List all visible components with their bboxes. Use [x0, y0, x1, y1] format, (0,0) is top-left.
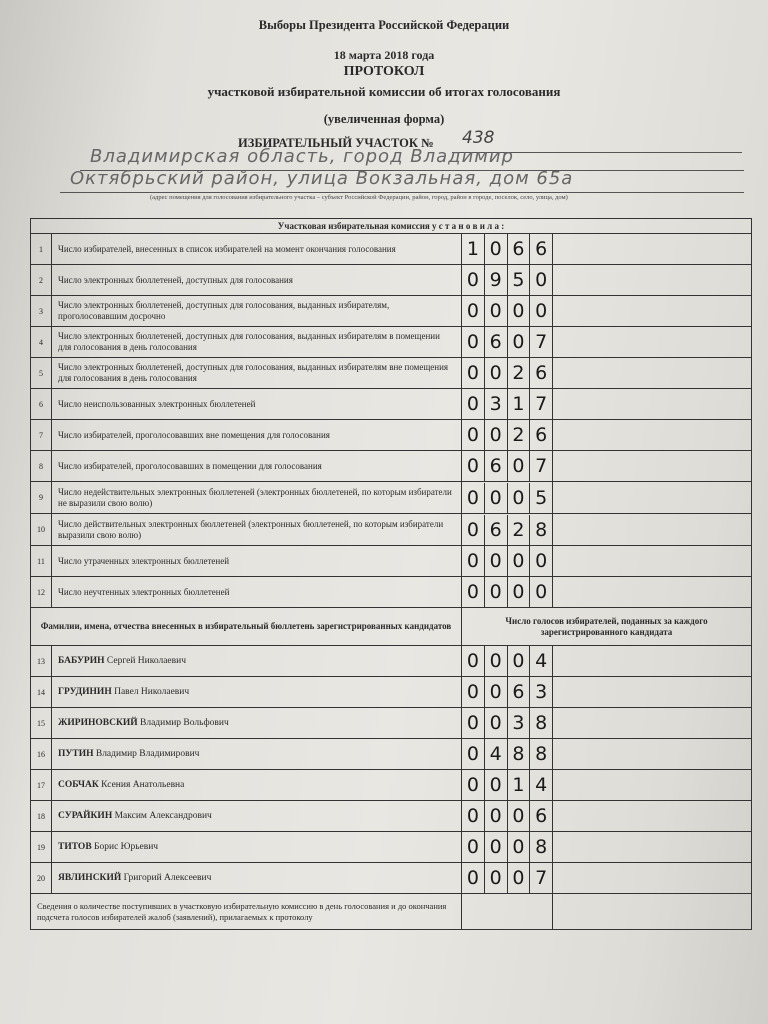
form-type: (увеличенная форма)	[323, 112, 445, 126]
protocol-row	[31, 358, 752, 389]
digit-box: 0	[507, 546, 530, 576]
value-cell	[462, 801, 553, 832]
address-note: (адрес помещения для голосования избирательного участка – субъект Российской Федерации, район, город, район в городе, поселок, село, улица, дом)	[150, 194, 568, 201]
candidates-header-row	[31, 608, 752, 646]
protocol-row	[31, 420, 752, 451]
digit-box: 3	[529, 677, 552, 707]
digit-box: 0	[507, 327, 530, 357]
candidate-surname: СОБЧАК	[58, 779, 99, 790]
digit-box: 0	[466, 681, 479, 703]
protocol-row	[31, 546, 752, 577]
value-cell	[462, 296, 553, 327]
blank-cell	[553, 677, 752, 708]
document-title: ПРОТОКОЛ	[343, 64, 425, 79]
row-number: 15	[31, 708, 52, 739]
digit-box: 3	[507, 708, 530, 738]
protocol-row	[31, 296, 752, 327]
digit-box: 6	[529, 420, 552, 450]
digit-box: 0	[466, 269, 479, 291]
blank-cell	[553, 577, 752, 608]
row-number: 19	[31, 832, 52, 863]
row-label: Число электронных бюллетеней, доступных для голосования, выданных избирателям вне помещения для голосования в день голосования	[52, 358, 462, 389]
value-cell	[462, 265, 553, 296]
row-number: 5	[31, 358, 52, 389]
row-number: 16	[31, 739, 52, 770]
candidate-name	[52, 801, 462, 832]
protocol-row	[31, 577, 752, 608]
row-number: 2	[31, 265, 52, 296]
row-label: Число избирателей, проголосовавших вне помещения для голосования	[52, 420, 462, 451]
digit-box: 0	[466, 300, 479, 322]
digit-box: 8	[529, 708, 552, 738]
value-cell	[462, 770, 553, 801]
digit-box: 0	[466, 455, 479, 477]
candidate-surname: БАБУРИН	[58, 655, 105, 666]
value-cell	[462, 420, 553, 451]
candidate-surname: СУРАЙКИН	[58, 810, 113, 821]
digit-box: 6	[529, 801, 552, 831]
candidate-given-names: Григорий Алексеевич	[123, 872, 212, 883]
blank-cell	[553, 420, 752, 451]
row-label: Число избирателей, внесенных в список избирателей на момент окончания голосования	[52, 234, 462, 265]
row-number: 11	[31, 546, 52, 577]
digit-box: 0	[466, 550, 479, 572]
value-cell	[462, 863, 553, 894]
candidate-given-names: Ксения Анатольевна	[101, 779, 185, 790]
row-number: 14	[31, 677, 52, 708]
blank-cell	[553, 389, 752, 420]
digit-box: 0	[466, 331, 479, 353]
digit-box: 6	[484, 515, 507, 545]
value-cell	[462, 739, 553, 770]
candidate-row	[31, 708, 752, 739]
protocol-row	[31, 265, 752, 296]
row-label: Число недействительных электронных бюллетеней (электронных бюллетеней, по которым избиратели не выразили свою волю)	[52, 482, 462, 514]
digit-box: 0	[484, 420, 507, 450]
row-number: 7	[31, 420, 52, 451]
precinct-label: ИЗБИРАТЕЛЬНЫЙ УЧАСТОК №	[238, 136, 434, 150]
digit-box: 0	[507, 577, 530, 607]
row-label: Число неучтенных электронных бюллетеней	[52, 577, 462, 608]
digit-box: 0	[507, 863, 530, 893]
blank-cell	[553, 546, 752, 577]
candidate-surname: ГРУДИНИН	[58, 686, 112, 697]
digit-box: 1	[507, 389, 530, 419]
digit-box: 0	[484, 646, 507, 676]
blank-cell	[553, 863, 752, 894]
row-label: Число неиспользованных электронных бюллетеней	[52, 389, 462, 420]
value-cell	[462, 327, 553, 358]
blank-cell	[553, 482, 752, 514]
digit-box: 0	[507, 646, 530, 676]
candidate-given-names: Сергей Николаевич	[106, 655, 186, 666]
digit-box: 6	[484, 451, 507, 481]
value-cell	[462, 646, 553, 677]
row-label: Число действительных электронных бюллетеней (электронных бюллетеней, по которым избиратели выразили свою волю)	[52, 514, 462, 546]
digit-box: 7	[529, 389, 552, 419]
protocol-row	[31, 327, 752, 358]
candidate-surname: ТИТОВ	[58, 841, 92, 852]
blank-cell	[553, 646, 752, 677]
row-label: Число электронных бюллетеней, доступных для голосования	[52, 265, 462, 296]
digit-box: 3	[484, 389, 507, 419]
value-cell	[462, 708, 553, 739]
digit-box: 0	[507, 483, 530, 513]
digit-box: 6	[529, 358, 552, 388]
candidate-given-names: Борис Юрьевич	[94, 841, 159, 852]
digit-box: 0	[484, 296, 507, 326]
digit-box: 5	[507, 265, 530, 295]
digit-box: 0	[466, 393, 479, 415]
candidate-row	[31, 801, 752, 832]
election-date: 18 марта 2018 года	[333, 48, 435, 62]
digit-box: 8	[529, 832, 552, 862]
digit-box: 0	[466, 743, 479, 765]
candidate-given-names: Максим Александрович	[114, 810, 212, 821]
digit-box: 0	[484, 801, 507, 831]
digit-box: 6	[529, 234, 552, 264]
value-cell	[462, 451, 553, 482]
digit-box: 5	[529, 483, 552, 513]
digit-box: 0	[507, 801, 530, 831]
digit-box: 0	[484, 483, 507, 513]
digit-box: 0	[484, 546, 507, 576]
row-number: 9	[31, 482, 52, 514]
protocol-row	[31, 451, 752, 482]
candidate-row	[31, 863, 752, 894]
row-label: Число утраченных электронных бюллетеней	[52, 546, 462, 577]
digit-box: 0	[484, 708, 507, 738]
address-underline-2	[60, 192, 744, 193]
row-number: 8	[31, 451, 52, 482]
complaints-row	[31, 894, 752, 930]
digit-box: 0	[507, 296, 530, 326]
digit-box: 0	[484, 358, 507, 388]
blank-cell	[553, 770, 752, 801]
row-number: 3	[31, 296, 52, 327]
complaints-value-cell	[462, 894, 553, 930]
blank-cell	[553, 514, 752, 546]
precinct-number: 438	[462, 128, 495, 148]
row-number: 12	[31, 577, 52, 608]
value-cell	[462, 389, 553, 420]
candidate-name	[52, 708, 462, 739]
row-number: 4	[31, 327, 52, 358]
blank-cell	[553, 894, 752, 930]
digit-box: 8	[529, 515, 552, 545]
digit-box: 4	[484, 739, 507, 769]
digit-box: 0	[484, 863, 507, 893]
blank-cell	[553, 708, 752, 739]
row-label: Число электронных бюллетеней, доступных для голосования, выданных избирателям в помещении для голосования в день голосования	[52, 327, 462, 358]
digit-box: 7	[529, 451, 552, 481]
digit-box: 0	[484, 234, 507, 264]
row-number: 1	[31, 234, 52, 265]
digit-box: 0	[529, 296, 552, 326]
blank-cell	[553, 801, 752, 832]
address-line-1: Владимирская область, город Владимир	[90, 146, 514, 167]
candidate-surname: ЖИРИНОВСКИЙ	[58, 717, 138, 728]
candidate-row	[31, 739, 752, 770]
digit-box: 4	[529, 646, 552, 676]
digit-box: 0	[466, 712, 479, 734]
candidate-row	[31, 832, 752, 863]
candidate-row	[31, 646, 752, 677]
row-number: 10	[31, 514, 52, 546]
blank-cell	[553, 296, 752, 327]
digit-box: 0	[484, 832, 507, 862]
candidate-row	[31, 677, 752, 708]
blank-cell	[553, 265, 752, 296]
value-cell	[462, 358, 553, 389]
value-cell	[462, 546, 553, 577]
digit-box: 6	[507, 234, 530, 264]
digit-box: 1	[466, 238, 479, 260]
digit-box: 0	[484, 577, 507, 607]
digit-box: 7	[529, 863, 552, 893]
digit-box: 8	[529, 739, 552, 769]
digit-box: 0	[466, 774, 479, 796]
candidate-name	[52, 832, 462, 863]
candidate-name	[52, 677, 462, 708]
protocol-table	[30, 218, 752, 930]
digit-box: 0	[466, 867, 479, 889]
candidate-given-names: Павел Николаевич	[114, 686, 190, 697]
protocol-row	[31, 482, 752, 514]
row-label: Число избирателей, проголосовавших в помещении для голосования	[52, 451, 462, 482]
value-cell	[462, 482, 553, 514]
candidate-name	[52, 646, 462, 677]
digit-box: 0	[529, 577, 552, 607]
row-number: 17	[31, 770, 52, 801]
document-subtitle: участковой избирательной комиссии об итогах голосования	[207, 84, 561, 99]
digit-box: 2	[507, 420, 530, 450]
digit-box: 0	[466, 424, 479, 446]
row-label: Число электронных бюллетеней, доступных для голосования, выданных избирателям, проголосовавшим досрочно	[52, 296, 462, 327]
row-number: 13	[31, 646, 52, 677]
digit-box: 7	[529, 327, 552, 357]
value-cell	[462, 577, 553, 608]
blank-cell	[553, 234, 752, 265]
row-number: 18	[31, 801, 52, 832]
digit-box: 1	[507, 770, 530, 800]
digit-box: 0	[466, 650, 479, 672]
digit-box: 0	[466, 581, 479, 603]
value-cell	[462, 514, 553, 546]
digit-box: 0	[466, 486, 479, 509]
candidate-row	[31, 770, 752, 801]
digit-box: 0	[466, 518, 479, 541]
complaints-label: Сведения о количестве поступивших в участковую избирательную комиссию в день голосования и до окончания подсчета голосов избирателей жалоб (заявлений), прилагаемых к протоколу	[31, 894, 462, 930]
candidate-given-names: Владимир Вольфович	[140, 717, 229, 728]
candidates-header-right: Число голосов избирателей, поданных за каждого зарегистрированного кандидата	[462, 608, 752, 646]
protocol-row	[31, 389, 752, 420]
digit-box: 2	[507, 515, 530, 545]
value-cell	[462, 677, 553, 708]
blank-cell	[553, 739, 752, 770]
digit-box: 8	[507, 739, 530, 769]
candidate-given-names: Владимир Владимирович	[95, 748, 200, 759]
candidate-name	[52, 770, 462, 801]
digit-box: 0	[466, 362, 479, 384]
row-number: 6	[31, 389, 52, 420]
protocol-row	[31, 234, 752, 265]
protocol-row	[31, 514, 752, 546]
blank-cell	[553, 327, 752, 358]
digit-box: 0	[466, 836, 479, 858]
row-number: 20	[31, 863, 52, 894]
digit-box: 0	[529, 546, 552, 576]
digit-box: 0	[484, 770, 507, 800]
candidate-name	[52, 863, 462, 894]
digit-box: 0	[466, 805, 479, 827]
candidates-header-left: Фамилии, имена, отчества внесенных в избирательный бюллетень зарегистрированных кандидатов	[31, 608, 462, 646]
candidate-surname: ПУТИН	[58, 748, 94, 759]
digit-box: 0	[484, 677, 507, 707]
address-line-2: Октябрьский район, улица Вокзальная, дом 65а	[70, 168, 574, 189]
digit-box: 6	[507, 677, 530, 707]
blank-cell	[553, 832, 752, 863]
blank-cell	[553, 358, 752, 389]
candidate-surname: ЯВЛИНСКИЙ	[58, 872, 122, 883]
value-cell	[462, 234, 553, 265]
digit-box: 6	[484, 327, 507, 357]
commission-heading: Участковая избирательная комиссия у с т а н о в и л а :	[31, 219, 752, 234]
digit-box: 0	[507, 451, 530, 481]
digit-box: 9	[484, 265, 507, 295]
candidate-name	[52, 739, 462, 770]
blank-cell	[553, 451, 752, 482]
digit-box: 4	[529, 770, 552, 800]
election-title: Выборы Президента Российской Федерации	[258, 18, 510, 32]
digit-box: 0	[507, 832, 530, 862]
digit-box: 0	[529, 265, 552, 295]
digit-box: 2	[507, 358, 530, 388]
value-cell	[462, 832, 553, 863]
